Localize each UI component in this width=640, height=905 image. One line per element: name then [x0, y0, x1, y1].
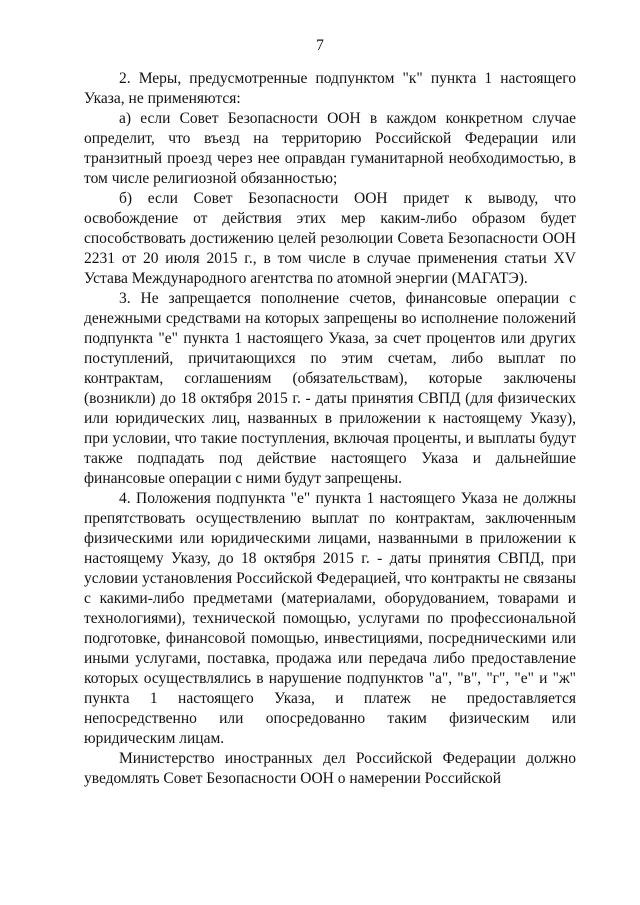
paragraph-2b: б) если Совет Безопасности ООН придет к выводу, что освобождение от действия этих мер каким-либо образом будет способствовать достижению целей резолюции Совета Безопасности ООН 2231 от 20 июля 2015 г., в том числе в случае применения статьи XV Устава Международного агентства по атомной энергии (МАГАТЭ). [84, 190, 576, 287]
paragraph-4: 4. Положения подпункта "е" пункта 1 настоящего Указа не должны препятствовать осуществлению выплат по контрактам, заключенным физическими или юридическими лицами, названными в приложении к настоящему Указу, до 18 октября 2015 г. - даты принятия СВПД, при условии установления Российской Федерацией, что контракты не связаны с какими-либо предметами (материалами, оборудованием, товарами и технологиями), технической помощью, услугами по профессиональной подготовке, финансовой помощью, инвестициями, посредническими или иными услугами, поставка, продажа или передача либо предоставление которых осуществлялись в нарушение подпунктов "а", "в", "г", "е" и "ж" пункта 1 настоящего Указа, и платеж не предоставляется непосредственно или опосредованно таким физическим или юридическим лицам. [84, 490, 576, 747]
paragraph-mfa: Министерство иностранных дел Российской Федерации должно уведомлять Совет Безопасности ООН о намерении Российской [84, 750, 576, 787]
paragraph-2-intro: 2. Меры, предусмотренные подпунктом "к" пункта 1 настоящего Указа, не применяются: [84, 70, 576, 107]
paragraph-2a: а) если Совет Безопасности ООН в каждом конкретном случае определит, что въезд на территорию Российской Федерации или транзитный проезд через нее оправдан гуманитарной необходимостью, в том числе религиозной обязанностью; [84, 110, 576, 187]
document-body [84, 69, 576, 789]
page-number: 7 [316, 37, 324, 54]
paragraph-3: 3. Не запрещается пополнение счетов, финансовые операции с денежными средствами на которых запрещены во исполнение положений подпункта "е" пункта 1 настоящего Указа, за счет процентов или других поступлений, причитающихся по этим счетам, либо выплат по контрактам, соглашениям (обязательствам), которые заключены (возникли) до 18 октября 2015 г. - даты принятия СВПД (для физических или юридических лиц, названных в приложении к настоящему Указу), при условии, что такие поступления, включая проценты, и выплаты будут также подпадать под действие настоящего Указа и дальнейшие финансовые операции с ними будут запрещены. [84, 290, 576, 487]
